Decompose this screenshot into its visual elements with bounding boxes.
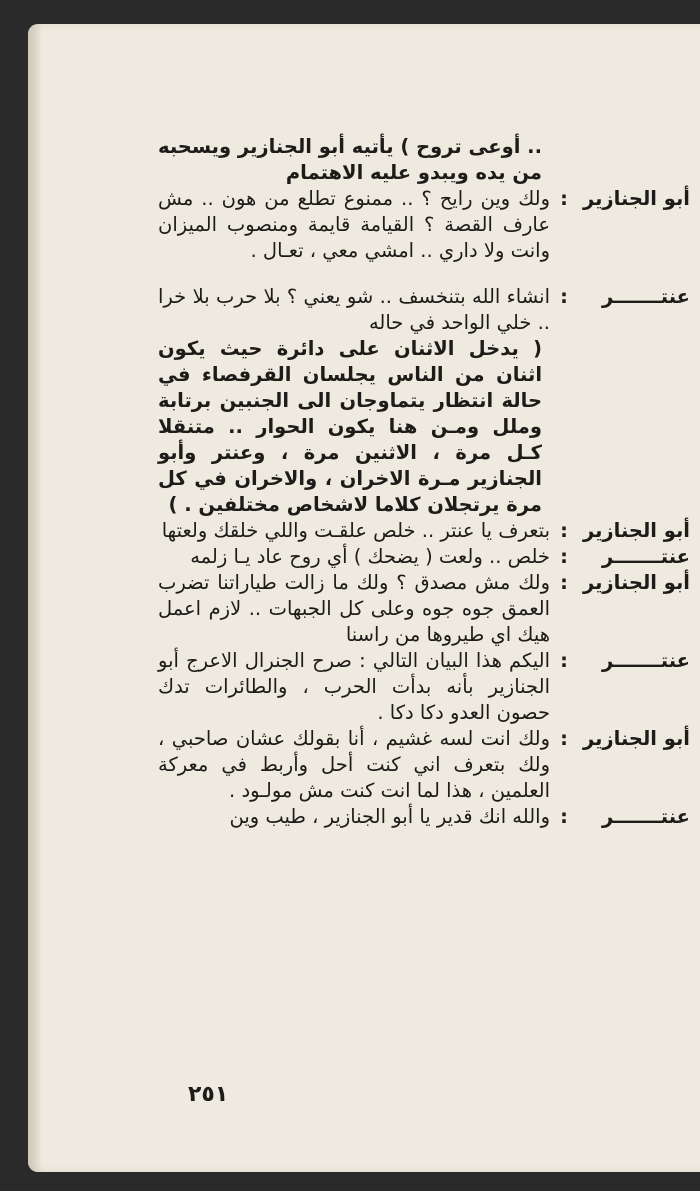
speech-text: والله انك قدير يا أبو الجنازير ، طيب وين (229, 805, 550, 828)
speech-text: انشاء الله بتنخسف .. شو يعني ؟ بلا حرب بلا خرا .. خلي الواحد في حاله (158, 285, 550, 334)
dialogue-line (158, 726, 690, 804)
speaker-name: أبو الجنازير (582, 519, 690, 542)
speaker-colon: : (560, 727, 568, 750)
speech-text: اليكم هذا البيان التالي : صرح الجنرال الاعرج أبو الجنازير بأنه بدأت الحرب ، والطائرات تدك حصون العدو دكا دكا . (158, 649, 550, 724)
speaker-name: عنتـــــــر (601, 649, 690, 672)
speech-text: بتعرف يا عنتر .. خلص علقـت واللي خلقك ولعتها (161, 519, 550, 542)
stage-direction: ( يدخل الاثنان على دائرة حيث يكون اثنان من الناس يجلسان القرفصاء في حالة انتظار يتماوجان الى الجنبين برتابة وملل ومـن هنا يكون الحوار .. متنقلا كـل مرة ، الاثنين مرة ، وعنتر وأبو الجنازير مـرة الاخران ، والاخران في كل مرة يرتجلان كلاما لاشخاص مختلفين . ) (158, 337, 542, 516)
speech-text: خلص .. ولعت ( يضحك ) أي روح عاد يـا زلمه (190, 545, 550, 568)
dialogue-line (158, 648, 690, 726)
dialogue-line (158, 518, 690, 544)
speaker-name: أبو الجنازير (582, 727, 690, 750)
dialogue-line (158, 186, 690, 264)
speech-text: ولك مش مصدق ؟ ولك ما زالت طياراتنا تضرب العمق جوه جوه وعلى كل الجبهات .. لازم اعمل هيك اي طيروها من راسنا (158, 571, 550, 646)
speaker-colon: : (560, 285, 568, 308)
speaker-colon: : (560, 571, 568, 594)
speech-text: ولك انت لسه غشيم ، أنا بقولك عشان صاحبي ، ولك بتعرف اني كنت أحل وأربط في معركة العلمين ، هذا لما انت كنت مش مولـود . (158, 727, 550, 802)
speaker-name: أبو الجنازير (582, 571, 690, 594)
speaker-colon: : (560, 649, 568, 672)
speaker-name: عنتـــــــر (601, 805, 690, 828)
speaker-colon: : (560, 187, 568, 210)
dialogue-line (158, 804, 690, 830)
speaker-colon: : (560, 545, 568, 568)
play-text (158, 134, 690, 830)
dialogue-line (158, 284, 690, 336)
speaker-name: عنتـــــــر (601, 545, 690, 568)
speaker-name: عنتـــــــر (601, 285, 690, 308)
dialogue-line (158, 570, 690, 648)
speaker-name: أبو الجنازير (582, 187, 690, 210)
speech-text: ولك وين رايح ؟ .. ممنوع تطلع من هون .. مش عارف القصة ؟ القيامة قايمة ومنصوب الميزان وانت ولا داري .. امشي معي ، تعـال . (158, 187, 550, 262)
book-page (28, 24, 700, 1172)
opening-stage-direction: .. أوعى تروح ) يأتيه أبو الجنازير ويسحبه من يده ويبدو عليه الاهتمام (158, 135, 542, 184)
speaker-colon: : (560, 519, 568, 542)
page-number: ٢٥١ (188, 1082, 229, 1107)
speaker-colon: : (560, 805, 568, 828)
dialogue-line (158, 544, 690, 570)
